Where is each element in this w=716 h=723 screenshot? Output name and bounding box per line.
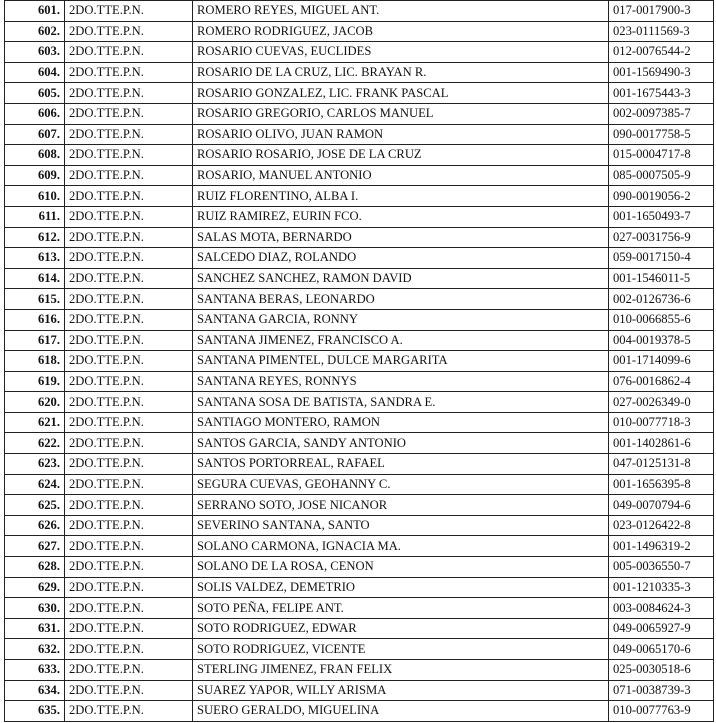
full-name-cell: SALAS MOTA, BERNARDO	[193, 227, 609, 248]
full-name-cell: ROMERO REYES, MIGUEL ANT.	[193, 1, 609, 22]
full-name-cell: SOTO RODRIGUEZ, VICENTE	[193, 639, 609, 660]
full-name-cell: SANTANA SOSA DE BATISTA, SANDRA E.	[193, 392, 609, 413]
rank-cell: 2DO.TTE.P.N.	[65, 701, 193, 722]
rank-cell: 2DO.TTE.P.N.	[65, 1, 193, 22]
row-number: 616.	[5, 309, 65, 330]
full-name-cell: SOLANO CARMONA, IGNACIA MA.	[193, 536, 609, 557]
rank-cell: 2DO.TTE.P.N.	[65, 21, 193, 42]
full-name-cell: SOTO RODRIGUEZ, EDWAR	[193, 618, 609, 639]
full-name-cell: ROSARIO CUEVAS, EUCLIDES	[193, 42, 609, 63]
full-name-cell: RUIZ RAMIREZ, EURIN FCO.	[193, 206, 609, 227]
id-number-cell: 001-1546011-5	[609, 268, 714, 289]
row-number: 611.	[5, 206, 65, 227]
row-number: 635.	[5, 701, 65, 722]
id-number-cell: 059-0017150-4	[609, 248, 714, 269]
row-number: 623.	[5, 454, 65, 475]
table-row	[5, 701, 714, 722]
full-name-cell: SANTANA REYES, RONNYS	[193, 371, 609, 392]
row-number: 619.	[5, 371, 65, 392]
id-number-cell: 010-0077763-9	[609, 701, 714, 722]
row-number: 615.	[5, 289, 65, 310]
row-number: 605.	[5, 83, 65, 104]
table-row	[5, 557, 714, 578]
id-number-cell: 025-0030518-6	[609, 660, 714, 681]
full-name-cell: SUERO GERALDO, MIGUELINA	[193, 701, 609, 722]
table-row	[5, 165, 714, 186]
row-number: 603.	[5, 42, 65, 63]
rank-cell: 2DO.TTE.P.N.	[65, 227, 193, 248]
row-number: 604.	[5, 62, 65, 83]
full-name-cell: ROSARIO DE LA CRUZ, LIC. BRAYAN R.	[193, 62, 609, 83]
table-row	[5, 598, 714, 619]
full-name-cell: STERLING JIMENEZ, FRAN FELIX	[193, 660, 609, 681]
rank-cell: 2DO.TTE.P.N.	[65, 103, 193, 124]
full-name-cell: SANTANA PIMENTEL, DULCE MARGARITA	[193, 351, 609, 372]
row-number: 620.	[5, 392, 65, 413]
full-name-cell: SEVERINO SANTANA, SANTO	[193, 515, 609, 536]
row-number: 610.	[5, 186, 65, 207]
id-number-cell: 002-0097385-7	[609, 103, 714, 124]
id-number-cell: 010-0077718-3	[609, 412, 714, 433]
id-number-cell: 001-1650493-7	[609, 206, 714, 227]
row-number: 633.	[5, 660, 65, 681]
row-number: 622.	[5, 433, 65, 454]
full-name-cell: SANTANA BERAS, LEONARDO	[193, 289, 609, 310]
table-row	[5, 83, 714, 104]
table-row	[5, 618, 714, 639]
table-row	[5, 351, 714, 372]
rank-cell: 2DO.TTE.P.N.	[65, 598, 193, 619]
row-number: 608.	[5, 145, 65, 166]
rank-cell: 2DO.TTE.P.N.	[65, 680, 193, 701]
full-name-cell: SERRANO SOTO, JOSE NICANOR	[193, 495, 609, 516]
rank-cell: 2DO.TTE.P.N.	[65, 186, 193, 207]
row-number: 632.	[5, 639, 65, 660]
full-name-cell: SALCEDO DIAZ, ROLANDO	[193, 248, 609, 269]
full-name-cell: SUAREZ YAPOR, WILLY ARISMA	[193, 680, 609, 701]
full-name-cell: ROSARIO GREGORIO, CARLOS MANUEL	[193, 103, 609, 124]
id-number-cell: 001-1656395-8	[609, 474, 714, 495]
full-name-cell: SANTANA JIMENEZ, FRANCISCO A.	[193, 330, 609, 351]
table-row	[5, 124, 714, 145]
table-row	[5, 515, 714, 536]
row-number: 628.	[5, 557, 65, 578]
rank-cell: 2DO.TTE.P.N.	[65, 618, 193, 639]
row-number: 612.	[5, 227, 65, 248]
full-name-cell: ROSARIO, MANUEL ANTONIO	[193, 165, 609, 186]
full-name-cell: SANCHEZ SANCHEZ, RAMON DAVID	[193, 268, 609, 289]
table-row	[5, 495, 714, 516]
table-row	[5, 433, 714, 454]
id-number-cell: 012-0076544-2	[609, 42, 714, 63]
row-number: 626.	[5, 515, 65, 536]
rank-cell: 2DO.TTE.P.N.	[65, 165, 193, 186]
row-number: 624.	[5, 474, 65, 495]
table-row	[5, 309, 714, 330]
full-name-cell: SANTIAGO MONTERO, RAMON	[193, 412, 609, 433]
full-name-cell: ROSARIO OLIVO, JUAN RAMON	[193, 124, 609, 145]
full-name-cell: ROSARIO ROSARIO, JOSE DE LA CRUZ	[193, 145, 609, 166]
rank-cell: 2DO.TTE.P.N.	[65, 145, 193, 166]
id-number-cell: 002-0126736-6	[609, 289, 714, 310]
rank-cell: 2DO.TTE.P.N.	[65, 433, 193, 454]
row-number: 614.	[5, 268, 65, 289]
table-row	[5, 330, 714, 351]
id-number-cell: 010-0066855-6	[609, 309, 714, 330]
rank-cell: 2DO.TTE.P.N.	[65, 330, 193, 351]
table-row	[5, 145, 714, 166]
full-name-cell: SANTANA GARCIA, RONNY	[193, 309, 609, 330]
table-row	[5, 639, 714, 660]
row-number: 618.	[5, 351, 65, 372]
full-name-cell: SANTOS PORTORREAL, RAFAEL	[193, 454, 609, 475]
full-name-cell: SOLIS VALDEZ, DEMETRIO	[193, 577, 609, 598]
row-number: 601.	[5, 1, 65, 22]
id-number-cell: 023-0126422-8	[609, 515, 714, 536]
table-row	[5, 660, 714, 681]
id-number-cell: 001-1569490-3	[609, 62, 714, 83]
full-name-cell: SEGURA CUEVAS, GEOHANNY C.	[193, 474, 609, 495]
table-row	[5, 206, 714, 227]
id-number-cell: 049-0070794-6	[609, 495, 714, 516]
rank-cell: 2DO.TTE.P.N.	[65, 515, 193, 536]
rank-cell: 2DO.TTE.P.N.	[65, 268, 193, 289]
row-number: 629.	[5, 577, 65, 598]
personnel-table-body	[5, 1, 714, 722]
table-row	[5, 42, 714, 63]
id-number-cell: 027-0026349-0	[609, 392, 714, 413]
table-row	[5, 103, 714, 124]
rank-cell: 2DO.TTE.P.N.	[65, 206, 193, 227]
table-row	[5, 62, 714, 83]
full-name-cell: SANTOS GARCIA, SANDY ANTONIO	[193, 433, 609, 454]
id-number-cell: 090-0017758-5	[609, 124, 714, 145]
table-row	[5, 680, 714, 701]
personnel-table	[4, 0, 714, 722]
rank-cell: 2DO.TTE.P.N.	[65, 474, 193, 495]
full-name-cell: ROSARIO GONZALEZ, LIC. FRANK PASCAL	[193, 83, 609, 104]
id-number-cell: 047-0125131-8	[609, 454, 714, 475]
id-number-cell: 049-0065170-6	[609, 639, 714, 660]
rank-cell: 2DO.TTE.P.N.	[65, 412, 193, 433]
id-number-cell: 004-0019378-5	[609, 330, 714, 351]
row-number: 609.	[5, 165, 65, 186]
id-number-cell: 005-0036550-7	[609, 557, 714, 578]
table-row	[5, 536, 714, 557]
id-number-cell: 001-1210335-3	[609, 577, 714, 598]
table-row	[5, 289, 714, 310]
table-row	[5, 474, 714, 495]
id-number-cell: 023-0111569-3	[609, 21, 714, 42]
row-number: 613.	[5, 248, 65, 269]
rank-cell: 2DO.TTE.P.N.	[65, 557, 193, 578]
table-row	[5, 454, 714, 475]
row-number: 630.	[5, 598, 65, 619]
full-name-cell: RUIZ FLORENTINO, ALBA I.	[193, 186, 609, 207]
table-row	[5, 371, 714, 392]
id-number-cell: 001-1714099-6	[609, 351, 714, 372]
full-name-cell: ROMERO RODRIGUEZ, JACOB	[193, 21, 609, 42]
id-number-cell: 027-0031756-9	[609, 227, 714, 248]
rank-cell: 2DO.TTE.P.N.	[65, 124, 193, 145]
rank-cell: 2DO.TTE.P.N.	[65, 536, 193, 557]
rank-cell: 2DO.TTE.P.N.	[65, 42, 193, 63]
rank-cell: 2DO.TTE.P.N.	[65, 351, 193, 372]
rank-cell: 2DO.TTE.P.N.	[65, 309, 193, 330]
id-number-cell: 076-0016862-4	[609, 371, 714, 392]
rank-cell: 2DO.TTE.P.N.	[65, 248, 193, 269]
table-row	[5, 186, 714, 207]
row-number: 621.	[5, 412, 65, 433]
table-row	[5, 392, 714, 413]
id-number-cell: 003-0084624-3	[609, 598, 714, 619]
row-number: 631.	[5, 618, 65, 639]
id-number-cell: 015-0004717-8	[609, 145, 714, 166]
id-number-cell: 049-0065927-9	[609, 618, 714, 639]
full-name-cell: SOLANO DE LA ROSA, CENON	[193, 557, 609, 578]
id-number-cell: 085-0007505-9	[609, 165, 714, 186]
rank-cell: 2DO.TTE.P.N.	[65, 454, 193, 475]
rank-cell: 2DO.TTE.P.N.	[65, 660, 193, 681]
id-number-cell: 001-1402861-6	[609, 433, 714, 454]
table-row	[5, 248, 714, 269]
rank-cell: 2DO.TTE.P.N.	[65, 577, 193, 598]
row-number: 602.	[5, 21, 65, 42]
rank-cell: 2DO.TTE.P.N.	[65, 62, 193, 83]
row-number: 606.	[5, 103, 65, 124]
rank-cell: 2DO.TTE.P.N.	[65, 639, 193, 660]
row-number: 627.	[5, 536, 65, 557]
id-number-cell: 001-1675443-3	[609, 83, 714, 104]
table-row	[5, 1, 714, 22]
row-number: 625.	[5, 495, 65, 516]
row-number: 617.	[5, 330, 65, 351]
table-row	[5, 412, 714, 433]
rank-cell: 2DO.TTE.P.N.	[65, 289, 193, 310]
rank-cell: 2DO.TTE.P.N.	[65, 83, 193, 104]
row-number: 634.	[5, 680, 65, 701]
id-number-cell: 090-0019056-2	[609, 186, 714, 207]
id-number-cell: 001-1496319-2	[609, 536, 714, 557]
table-row	[5, 227, 714, 248]
id-number-cell: 071-0038739-3	[609, 680, 714, 701]
rank-cell: 2DO.TTE.P.N.	[65, 392, 193, 413]
rank-cell: 2DO.TTE.P.N.	[65, 495, 193, 516]
table-row	[5, 21, 714, 42]
row-number: 607.	[5, 124, 65, 145]
id-number-cell: 017-0017900-3	[609, 1, 714, 22]
rank-cell: 2DO.TTE.P.N.	[65, 371, 193, 392]
full-name-cell: SOTO PEÑA, FELIPE ANT.	[193, 598, 609, 619]
table-row	[5, 268, 714, 289]
table-row	[5, 577, 714, 598]
